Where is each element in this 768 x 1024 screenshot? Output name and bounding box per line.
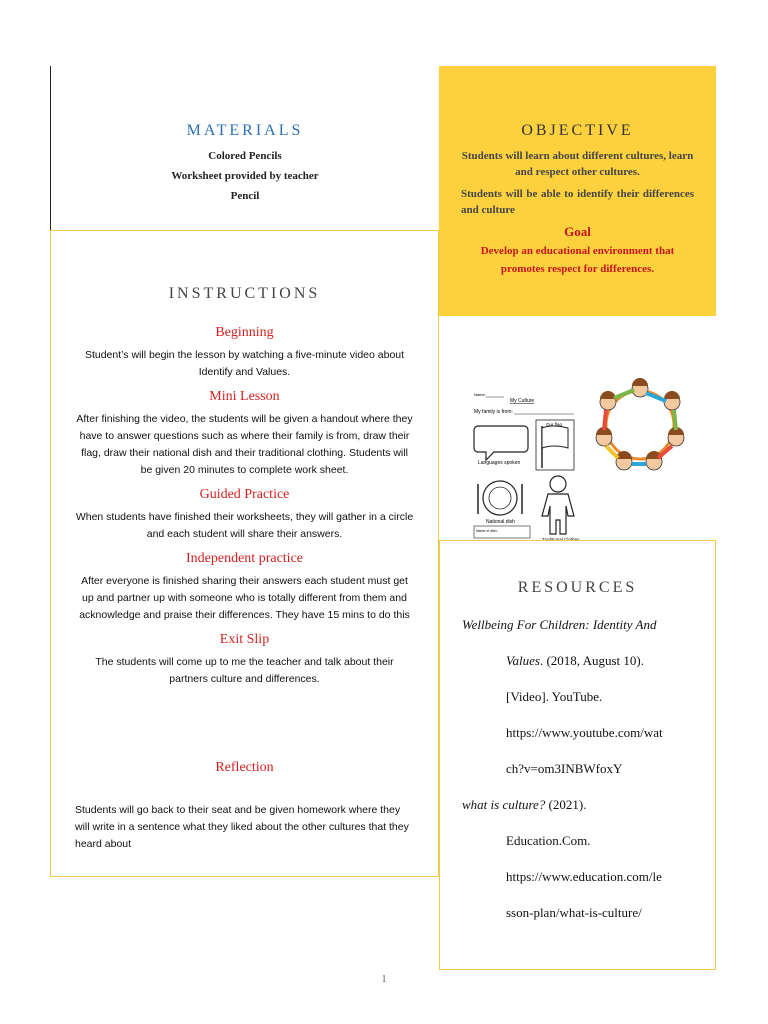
material-item: Pencil (230, 190, 260, 202)
section-text-guided-practice: When students have finished their worksheets, they will gather in a circle and each student will share their answers. (75, 511, 414, 540)
section-title-exit-slip: Exit Slip (219, 632, 270, 647)
resources-heading: RESOURCES (517, 579, 638, 596)
ws-dish-label: National dish (486, 519, 515, 525)
instructions-heading: INSTRUCTIONS (168, 285, 321, 302)
ref2-source: Education.Com. (506, 833, 591, 848)
ws-title: My Culture (510, 398, 535, 404)
goal-title: Goal (564, 224, 591, 239)
section-text-mini-lesson: After finishing the video, the students will be given a handout where they have to answer questions such as where their family is from, draw their flag, draw their national dish and their traditional clothing. Students will be given 20 minutes to complete work sheet. (76, 413, 413, 476)
section-text-independent-practice: After everyone is finished sharing their answers each student must get up and partner up with someone who is totally different from them and acknowledge and praise their differences. They have 15 mins to do this (79, 575, 410, 621)
materials-heading: MATERIALS (186, 122, 304, 139)
ref1-date: . (2018, August 10). (539, 653, 644, 668)
ref2-date: (2021). (545, 797, 587, 812)
objective-heading: OBJECTIVE (521, 122, 634, 139)
section-text-reflection: Students will go back to their seat and be given homework where they will write in a sentence what they liked about the other cultures that they heard about (75, 804, 409, 850)
ref1-title-cont: Values (506, 653, 540, 668)
objective-text-1: Students will learn about different cultures, learn and respect other cultures. (461, 150, 694, 178)
material-item: Colored Pencils (208, 150, 282, 162)
ref1-title: Wellbeing For Children: Identity And (462, 617, 657, 632)
ref1-url-line1: https://www.youtube.com/wat (506, 725, 663, 740)
reference-2 (440, 787, 715, 931)
worksheet-image (470, 360, 715, 540)
ws-dish-name-label: Name of dish: (476, 529, 498, 533)
section-title-beginning: Beginning (215, 325, 274, 340)
section-title-reflection: Reflection (215, 760, 274, 775)
ref2-url-line2: sson-plan/what-is-culture/ (506, 905, 642, 920)
ref2-title: what is culture? (462, 797, 546, 812)
goal-text: Develop an educational environment that promotes respect for differences. (480, 245, 675, 275)
worksheet-illustration (470, 360, 715, 540)
ws-flag-label: Our flag (546, 422, 563, 427)
ref2-url-line1: https://www.education.com/le (506, 869, 662, 884)
section-title-mini-lesson: Mini Lesson (209, 389, 280, 404)
section-text-exit-slip: The students will come up to me the teacher and talk about their partners culture and differences. (95, 656, 394, 685)
objective-text-2: Students will be able to identify their differences and culture (461, 188, 694, 216)
ref1-source: [Video]. YouTube. (506, 689, 603, 704)
ws-family-label: My family is from: (474, 409, 513, 415)
section-text-beginning: Student’s will begin the lesson by watching a five-minute video about Identify and Values. (84, 349, 405, 378)
ws-clothing-label: Traditional Clothes (542, 537, 580, 540)
page-number: 1 (381, 974, 387, 985)
objective-panel (439, 66, 716, 316)
ws-name-label: Name: (474, 392, 486, 397)
reference-1 (440, 607, 715, 787)
resources-panel (439, 540, 716, 970)
materials-panel (50, 66, 439, 230)
section-title-independent-practice: Independent practice (186, 551, 303, 566)
material-item: Worksheet provided by teacher (171, 170, 319, 182)
children-circle-icon (596, 378, 684, 470)
ws-language-label: Languages spoken (478, 460, 521, 466)
ref1-url-line2: ch?v=om3INBWfoxY (506, 761, 623, 776)
section-title-guided-practice: Guided Practice (199, 487, 290, 502)
instructions-panel (50, 230, 439, 877)
